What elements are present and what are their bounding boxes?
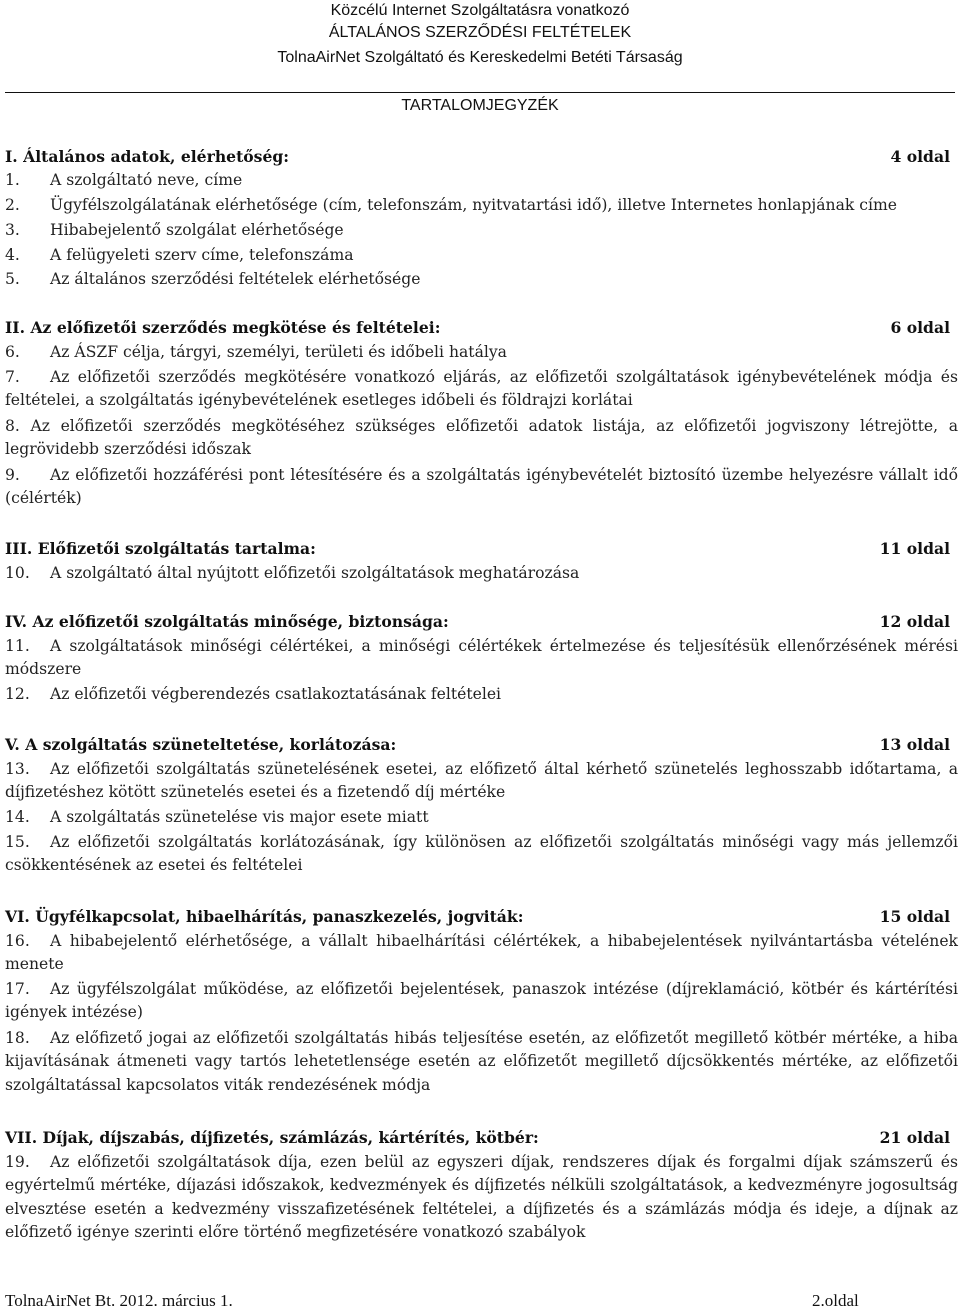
toc-item[interactable]: [5, 831, 958, 878]
item-text: Az előfizetői szolgáltatások díja, ezen belül az egyszeri díjak, rendszeres díjak és forgalmi díjak számszerű és egyértelmű mértéke, díjazási időszakok, kedvezmények és díjfizetés nélküli szolgáltatások, a kedvezményre jogosultság elvesztése esetén a kedvezmény visszafizetésének feltételei, a díjfizetés és a számlázás módja és ideje, a díjnak az előfizető igénye szerinti előre történő megfizetésére vonatkozó szabályok: [5, 1153, 958, 1242]
header-line-3: TolnaAirNet Szolgáltató és Kereskedelmi Betéti Társaság: [277, 49, 683, 66]
toc-item[interactable]: [5, 978, 958, 1025]
toc-item[interactable]: [5, 1151, 958, 1245]
toc-item[interactable]: [5, 683, 958, 706]
item-number: 11.: [5, 637, 30, 655]
toc-item[interactable]: [5, 341, 958, 364]
section-title: IV. Az előfizetői szolgáltatás minősége, biztonsága:: [5, 612, 449, 631]
item-number: 7.: [5, 368, 20, 386]
item-text: Hibabejelentő szolgálat elérhetősége: [50, 221, 344, 239]
item-text: Az előfizetői szolgáltatás szünetelésének esetei, az előfizető által kérhető szünetelés leghosszabb időtartama, a díjfizetéshez kötött szünetelés esetei és a fizetendő díj mértéke: [5, 760, 958, 802]
footer-page-number: 2.oldal: [812, 1291, 859, 1310]
section-page: 15 oldal: [879, 907, 950, 926]
toc-section[interactable]: [5, 905, 950, 929]
item-number: 2.: [5, 196, 20, 214]
item-text: A szolgáltató által nyújtott előfizetői szolgáltatások meghatározása: [50, 564, 580, 582]
item-number: 14.: [5, 808, 30, 826]
item-text: A szolgáltatások minőségi célértékei, a minőségi célértékek értelmezése és teljesítésük ellenőrzésének mérési módszere: [5, 637, 958, 679]
section-title: VII. Díjak, díjszabás, díjfizetés, számlázás, kártérítés, kötbér:: [5, 1128, 539, 1147]
toc-section[interactable]: [5, 537, 950, 561]
section-page: 21 oldal: [879, 1128, 950, 1147]
item-text: A szolgáltató neve, címe: [50, 171, 243, 189]
toc-item[interactable]: [5, 268, 958, 291]
item-text: Az előfizetői szerződés megkötéséhez szükséges előfizetői adatok listája, az előfizetői jogviszony létrejötte, a legrövidebb szerződési időszak: [5, 417, 958, 459]
section-title: V. A szolgáltatás szüneteltetése, korlátozása:: [5, 735, 397, 754]
item-text: A felügyeleti szerv címe, telefonszáma: [50, 246, 354, 264]
footer-date: TolnaAirNet Bt. 2012. március 1.: [5, 1291, 233, 1310]
header-line-1: Közcélú Internet Szolgáltatásra vonatkozó: [330, 2, 630, 19]
toc-section[interactable]: [5, 610, 950, 634]
header-line-2: ÁLTALÁNOS SZERZŐDÉSI FELTÉTELEK: [328, 24, 632, 41]
toc-title: TARTALOMJEGYZÉK: [401, 97, 559, 114]
item-number: 3.: [5, 221, 20, 239]
section-title: II. Az előfizetői szerződés megkötése és feltételei:: [5, 318, 441, 337]
item-number: 17.: [5, 980, 30, 998]
item-number: 4.: [5, 246, 20, 264]
item-text: A szolgáltatás szünetelése vis major esete miatt: [50, 808, 429, 826]
toc-item[interactable]: [5, 806, 958, 829]
toc-item[interactable]: [5, 1027, 958, 1097]
item-text: Az előfizető jogai az előfizetői szolgáltatás hibás teljesítése esetén, az előfizetőt megillető kötbér mértéke, a hiba kijavításának átmeneti vagy tartós lehetetlensége esetén az előfizetőt megillető díjcsökkentés mértéke, az előfizetői szolgáltatással kapcsolatos viták rendezésének módja: [5, 1029, 958, 1094]
item-text: Az előfizetői szolgáltatás korlátozásának, így különösen az előfizetői szolgáltatás minőségi vagy más jellemzői csökkentésének az esetei és feltételei: [5, 833, 958, 875]
toc-item[interactable]: [5, 635, 958, 682]
toc-item[interactable]: [5, 930, 958, 977]
toc-section[interactable]: [5, 145, 950, 169]
item-number: 5.: [5, 270, 20, 288]
toc-item[interactable]: [5, 562, 958, 585]
item-number: 18.: [5, 1029, 30, 1047]
section-title: VI. Ügyfélkapcsolat, hibaelhárítás, panaszkezelés, jogviták:: [5, 907, 524, 926]
item-text: A hibabejelentő elérhetősége, a vállalt hibaelhárítási célértékek, a hibabejelentések nyilvántartásba vételének menete: [5, 932, 958, 974]
item-number: 8.: [5, 417, 20, 435]
toc-section[interactable]: [5, 733, 950, 757]
toc-item[interactable]: [5, 366, 958, 413]
section-page: 12 oldal: [879, 612, 950, 631]
toc-item[interactable]: [5, 758, 958, 805]
item-text: Az előfizetői szerződés megkötésére vonatkozó eljárás, az előfizetői szolgáltatások igénybevételének módja és feltételei, a szolgáltatás igénybevételének esetleges időbeli és földrajzi korlátai: [5, 368, 958, 410]
toc-item[interactable]: [5, 219, 958, 242]
item-number: 13.: [5, 760, 30, 778]
item-text: Az előfizetői végberendezés csatlakoztatásának feltételei: [50, 685, 502, 703]
item-number: 16.: [5, 932, 30, 950]
section-page: 13 oldal: [879, 735, 950, 754]
item-number: 9.: [5, 466, 20, 484]
toc-item[interactable]: [5, 244, 958, 267]
toc-item[interactable]: [5, 169, 958, 192]
item-number: 12.: [5, 685, 30, 703]
item-text: Ügyfélszolgálatának elérhetősége (cím, telefonszám, nyitvatartási idő), illetve Internetes honlapjának címe: [50, 196, 898, 214]
item-text: Az általános szerződési feltételek elérhetősége: [50, 270, 421, 288]
toc-section[interactable]: [5, 316, 950, 340]
item-number: 10.: [5, 564, 30, 582]
section-page: 11 oldal: [879, 539, 950, 558]
item-text: Az ÁSZF célja, tárgyi, személyi, területi és időbeli hatálya: [50, 343, 507, 361]
header-divider: [5, 92, 955, 93]
toc-item[interactable]: [5, 464, 958, 511]
section-page: 4 oldal: [890, 147, 950, 166]
section-title: I. Általános adatok, elérhetőség:: [5, 147, 290, 166]
toc-item[interactable]: [5, 194, 958, 217]
item-text: Az előfizetői hozzáférési pont létesítésére és a szolgáltatás igénybevételét biztosító üzembe helyezésre vállalt idő (célérték): [5, 466, 958, 508]
item-number: 15.: [5, 833, 30, 851]
toc-item[interactable]: [5, 415, 958, 462]
item-number: 6.: [5, 343, 20, 361]
item-text: Az ügyfélszolgálat működése, az előfizetői bejelentések, panaszok intézése (díjreklamáció, kötbér és kártérítési igények intézése): [5, 980, 958, 1022]
section-page: 6 oldal: [890, 318, 950, 337]
item-number: 19.: [5, 1153, 30, 1171]
toc-section[interactable]: [5, 1126, 950, 1150]
section-title: III. Előfizetői szolgáltatás tartalma:: [5, 539, 316, 558]
item-number: 1.: [5, 171, 20, 189]
